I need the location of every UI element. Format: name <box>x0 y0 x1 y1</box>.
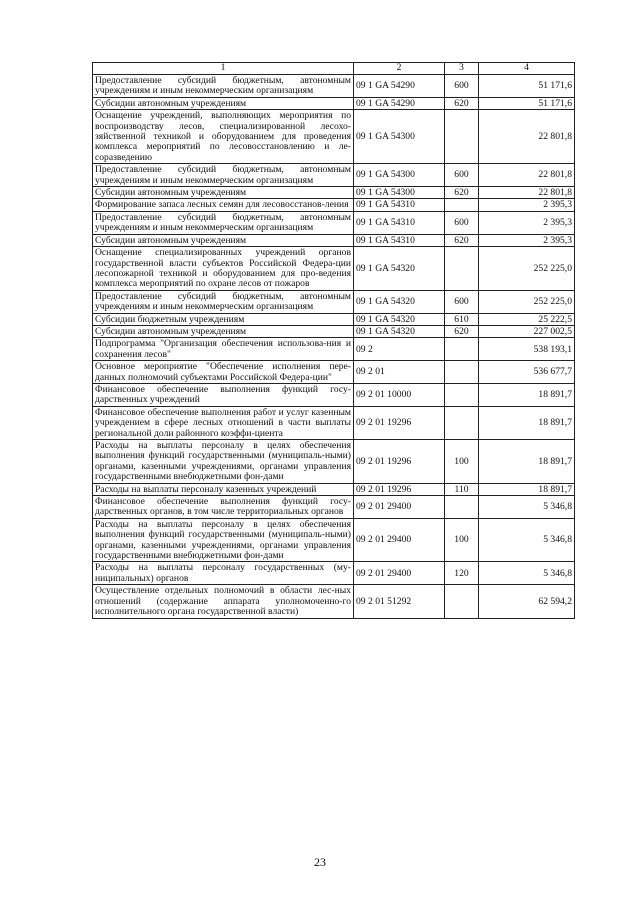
row-code-cell: 09 2 01 29400 <box>354 496 445 519</box>
row-expense-type-cell: 600 <box>445 211 479 234</box>
row-expense-type-cell <box>445 383 479 406</box>
row-expense-type-cell: 100 <box>445 518 479 562</box>
row-name-cell: Субсидии автономным учреждениям <box>93 97 354 109</box>
row-expense-type-cell <box>445 199 479 211</box>
row-amount-cell: 5 346,8 <box>479 562 575 585</box>
row-amount-cell: 22 801,8 <box>479 110 575 164</box>
row-amount-cell: 18 891,7 <box>479 406 575 439</box>
table-row <box>93 199 575 211</box>
table-row <box>93 164 575 187</box>
row-amount-cell: 18 891,7 <box>479 483 575 495</box>
row-name-cell: Основное мероприятие "Обеспечение исполнения пере-данных полномочий субъектами Российской Федера-ции" <box>93 361 354 384</box>
table-row <box>93 187 575 199</box>
row-code-cell: 09 1 GA 54310 <box>354 199 445 211</box>
row-code-cell: 09 2 01 29400 <box>354 518 445 562</box>
row-expense-type-cell: 120 <box>445 562 479 585</box>
table-row <box>93 234 575 246</box>
row-expense-type-cell: 620 <box>445 234 479 246</box>
row-name-cell: Расходы на выплаты персоналу казенных учреждений <box>93 483 354 495</box>
row-expense-type-cell: 100 <box>445 440 479 484</box>
table-header-row <box>93 63 575 75</box>
row-expense-type-cell: 620 <box>445 325 479 337</box>
row-code-cell: 09 2 01 <box>354 361 445 384</box>
row-name-cell: Оснащение специализированных учреждений органов государственной власти субъектов Российской Федера-ции лесопожарной техникой и оборудованием для про-ведения комплекса мероприятий по охране лесов от пожаров <box>93 247 354 291</box>
row-code-cell: 09 2 <box>354 338 445 361</box>
table-row <box>93 383 575 406</box>
row-amount-cell: 2 395,3 <box>479 234 575 246</box>
column-header-2: 2 <box>354 63 445 75</box>
table-row <box>93 211 575 234</box>
row-expense-type-cell: 600 <box>445 164 479 187</box>
row-amount-cell: 51 171,6 <box>479 75 575 98</box>
table-row <box>93 338 575 361</box>
row-name-cell: Осуществление отдельных полномочий в области лес-ных отношений (содержание аппарата уполномоченно-го исполнительного органа государственной власти) <box>93 585 354 618</box>
table-row <box>93 406 575 439</box>
row-expense-type-cell: 620 <box>445 187 479 199</box>
table-row <box>93 518 575 562</box>
row-code-cell: 09 1 GA 54300 <box>354 164 445 187</box>
row-expense-type-cell <box>445 585 479 618</box>
column-header-4: 4 <box>479 63 575 75</box>
page-number: 23 <box>314 855 326 869</box>
row-name-cell: Финансовое обеспечение выполнения функций госу-дарственных учреждений <box>93 383 354 406</box>
row-code-cell: 09 1 GA 54290 <box>354 75 445 98</box>
table-row <box>93 110 575 164</box>
row-code-cell: 09 2 01 10000 <box>354 383 445 406</box>
row-code-cell: 09 1 GA 54320 <box>354 325 445 337</box>
row-code-cell: 09 1 GA 54290 <box>354 97 445 109</box>
row-amount-cell: 2 395,3 <box>479 211 575 234</box>
row-code-cell: 09 1 GA 54310 <box>354 211 445 234</box>
row-code-cell: 09 1 GA 54320 <box>354 290 445 313</box>
row-name-cell: Подпрограмма "Организация обеспечения использова-ния и сохранения лесов" <box>93 338 354 361</box>
row-name-cell: Субсидии автономным учреждениям <box>93 187 354 199</box>
row-expense-type-cell: 110 <box>445 483 479 495</box>
row-expense-type-cell: 620 <box>445 97 479 109</box>
row-expense-type-cell: 600 <box>445 290 479 313</box>
row-name-cell: Предоставление субсидий бюджетным, автономным учреждениям и иным некоммерческим организациям <box>93 75 354 98</box>
table-row <box>93 313 575 325</box>
row-amount-cell: 252 225,0 <box>479 290 575 313</box>
row-code-cell: 09 2 01 19296 <box>354 440 445 484</box>
table-row <box>93 440 575 484</box>
row-amount-cell: 51 171,6 <box>479 97 575 109</box>
table-row <box>93 361 575 384</box>
row-expense-type-cell <box>445 110 479 164</box>
table-row <box>93 75 575 98</box>
row-name-cell: Финансовое обеспечение выполнения функций госу-дарственных органов, в том числе территориальных органов <box>93 496 354 519</box>
row-expense-type-cell: 610 <box>445 313 479 325</box>
row-expense-type-cell <box>445 406 479 439</box>
table-body <box>93 75 575 619</box>
row-amount-cell: 22 801,8 <box>479 187 575 199</box>
row-name-cell: Оснащение учреждений, выполняющих мероприятия по воспроизводству лесов, специализированной лесохо-зяйственной техникой и оборудованием для проведения комплекса мероприятий по лесовосстановлению и ле-соразведению <box>93 110 354 164</box>
row-name-cell: Предоставление субсидий бюджетным, автономным учреждениям и иным некоммерческим организациям <box>93 164 354 187</box>
table-row <box>93 247 575 291</box>
row-name-cell: Субсидии бюджетным учреждениям <box>93 313 354 325</box>
row-expense-type-cell <box>445 361 479 384</box>
row-code-cell: 09 1 GA 54310 <box>354 234 445 246</box>
row-amount-cell: 25 222,5 <box>479 313 575 325</box>
table-row <box>93 562 575 585</box>
row-code-cell: 09 2 01 19296 <box>354 406 445 439</box>
row-code-cell: 09 2 01 51292 <box>354 585 445 618</box>
row-code-cell: 09 1 GA 54300 <box>354 187 445 199</box>
table-row <box>93 97 575 109</box>
table-row <box>93 585 575 618</box>
row-code-cell: 09 1 GA 54320 <box>354 247 445 291</box>
row-expense-type-cell <box>445 338 479 361</box>
row-code-cell: 09 1 GA 54300 <box>354 110 445 164</box>
row-name-cell: Субсидии автономным учреждениям <box>93 234 354 246</box>
row-amount-cell: 2 395,3 <box>479 199 575 211</box>
row-name-cell: Предоставление субсидий бюджетным, автономным учреждениям и иным некоммерческим организациям <box>93 290 354 313</box>
row-code-cell: 09 2 01 29400 <box>354 562 445 585</box>
table-row <box>93 496 575 519</box>
row-amount-cell: 62 594,2 <box>479 585 575 618</box>
row-code-cell: 09 2 01 19296 <box>354 483 445 495</box>
row-amount-cell: 252 225,0 <box>479 247 575 291</box>
row-expense-type-cell: 600 <box>445 75 479 98</box>
column-header-3: 3 <box>445 63 479 75</box>
row-expense-type-cell <box>445 496 479 519</box>
table-row <box>93 290 575 313</box>
row-name-cell: Финансовое обеспечение выполнения работ и услуг казенным учреждением в сфере лесных отношений в части выплаты региональной доли районного коэффи-циента <box>93 406 354 439</box>
row-name-cell: Расходы на выплаты персоналу в целях обеспечения выполнения функций государственными (муниципаль-ными) органами, казенными учреждениями, органами управления государственными внебюджетными фон-дами <box>93 440 354 484</box>
row-amount-cell: 5 346,8 <box>479 518 575 562</box>
row-name-cell: Расходы на выплаты персоналу государственных (му-ниципальных) органов <box>93 562 354 585</box>
row-amount-cell: 538 193,1 <box>479 338 575 361</box>
row-amount-cell: 5 346,8 <box>479 496 575 519</box>
row-code-cell: 09 1 GA 54320 <box>354 313 445 325</box>
budget-table <box>92 62 575 619</box>
row-name-cell: Формирование запаса лесных семян для лесовосстанов-ления <box>93 199 354 211</box>
row-name-cell: Субсидии автономным учреждениям <box>93 325 354 337</box>
row-amount-cell: 18 891,7 <box>479 440 575 484</box>
row-name-cell: Предоставление субсидий бюджетным, автономным учреждениям и иным некоммерческим организациям <box>93 211 354 234</box>
row-amount-cell: 227 002,5 <box>479 325 575 337</box>
row-amount-cell: 18 891,7 <box>479 383 575 406</box>
row-amount-cell: 536 677,7 <box>479 361 575 384</box>
row-amount-cell: 22 801,8 <box>479 164 575 187</box>
row-expense-type-cell <box>445 247 479 291</box>
column-header-1: 1 <box>93 63 354 75</box>
table-row <box>93 325 575 337</box>
table-row <box>93 483 575 495</box>
row-name-cell: Расходы на выплаты персоналу в целях обеспечения выполнения функций государственными (муниципаль-ными) органами, казенными учреждениями, органами управления государственными внебюджетными фон-дами <box>93 518 354 562</box>
